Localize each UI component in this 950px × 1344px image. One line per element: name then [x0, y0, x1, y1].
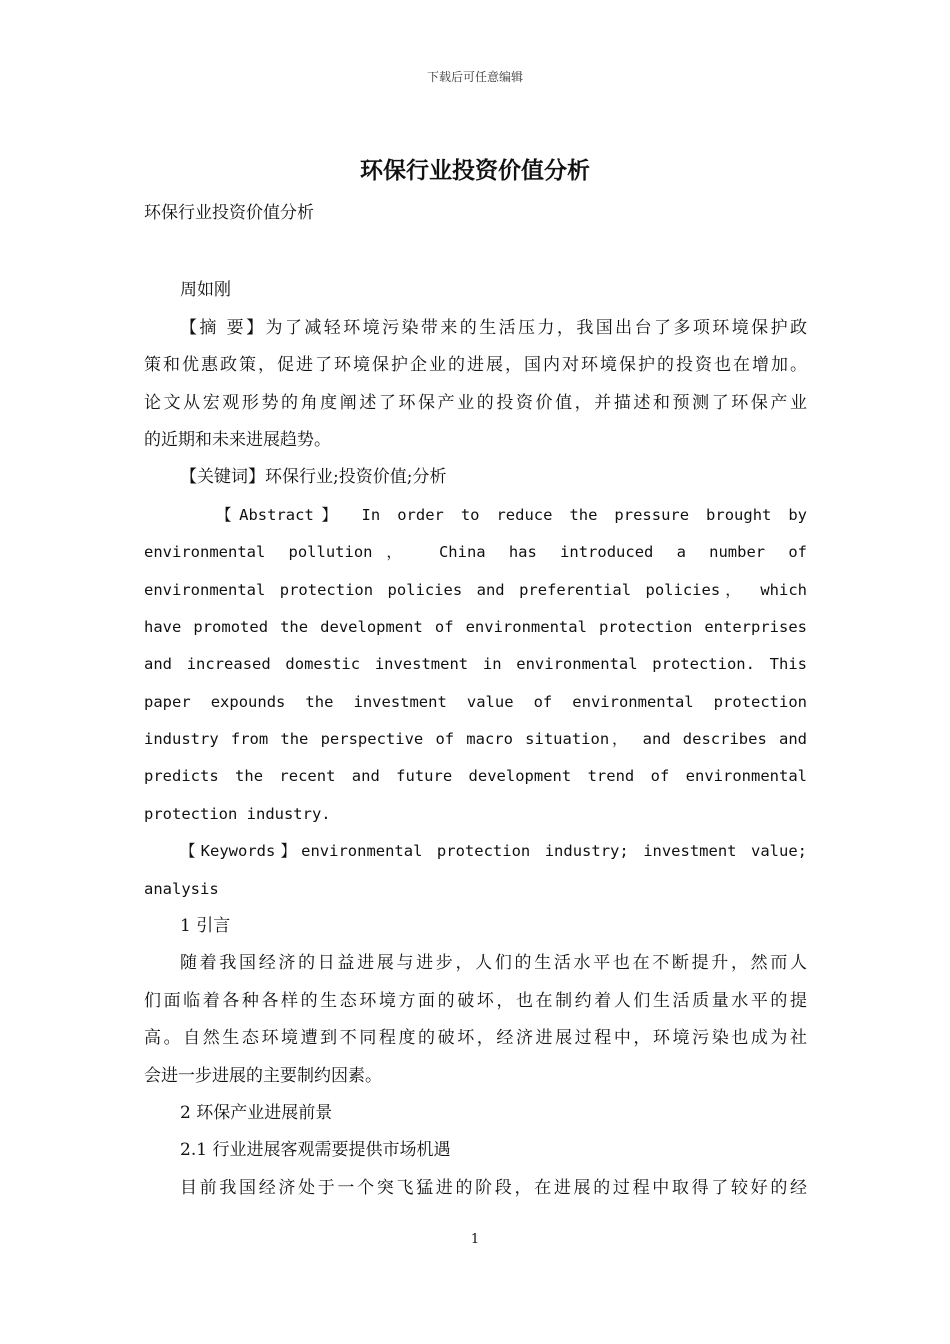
page-number: 1: [470, 1232, 480, 1247]
paragraph-line: 随着我国经济的日益进展与进步，人们的生活水平也在不断提升，然而人: [180, 953, 807, 974]
abstract-cn-line: 的近期和未来进展趋势。: [144, 429, 331, 450]
abstract-en-line: have promoted the development of environmental protection enterprises: [144, 617, 807, 636]
header-note: 下载后可任意编辑: [426, 70, 523, 84]
abstract-cn-line: 论文从宏观形势的角度阐述了环保产业的投资价值，并描述和预测了环保产业: [144, 392, 807, 413]
abstract-en-line: industry from the perspective of macro situation， and describes and: [144, 730, 807, 749]
paragraph-line: 们面临着各种各样的生态环境方面的破坏，也在制约着人们生活质量水平的提: [144, 990, 807, 1011]
keywords-en-line: 【Keywords】environmental protection industry; investment value;: [180, 842, 807, 861]
abstract-en-line: environmental pollution， China has introduced a number of: [144, 543, 807, 562]
section-heading: 1 引言: [180, 916, 231, 937]
abstract-en-line: and increased domestic investment in environmental protection. This: [144, 655, 807, 674]
section-heading: 2 环保产业进展前景: [180, 1102, 333, 1123]
document-title: 环保行业投资价值分析: [360, 158, 590, 184]
keywords-cn: 【关键词】环保行业;投资价值;分析: [180, 467, 447, 488]
paragraph-line: 目前我国经济处于一个突飞猛进的阶段，在进展的过程中取得了较好的经: [180, 1177, 807, 1198]
abstract-cn-line: 策和优惠政策，促进了环境保护企业的进展，国内对环境保护的投资也在增加。: [144, 355, 807, 376]
abstract-en-line: paper expounds the investment value of environmental protection: [144, 692, 807, 711]
abstract-en-line: environmental protection policies and preferential policies， which: [144, 580, 807, 599]
document-body: [144, 195, 807, 1207]
author-name: 周如刚: [180, 280, 231, 301]
paragraph-line: 会进一步进展的主要制约因素。: [144, 1065, 382, 1086]
subsection-heading: 2.1 行业进展客观需要提供市场机遇: [180, 1140, 451, 1161]
abstract-en-line: protection industry.: [144, 804, 331, 823]
document-subtitle: 环保行业投资价值分析: [144, 203, 314, 223]
abstract-en-line: predicts the recent and future development trend of environmental: [144, 767, 807, 786]
keywords-en-line: analysis: [144, 879, 219, 898]
abstract-cn-line: 【摘 要】为了减轻环境污染带来的生活压力，我国出台了多项环境保护政: [180, 317, 807, 338]
abstract-en-line: 【Abstract】 In order to reduce the pressure brought by: [216, 505, 807, 524]
paragraph-line: 高。自然生态环境遭到不同程度的破坏，经济进展过程中，环境污染也成为社: [144, 1028, 807, 1049]
